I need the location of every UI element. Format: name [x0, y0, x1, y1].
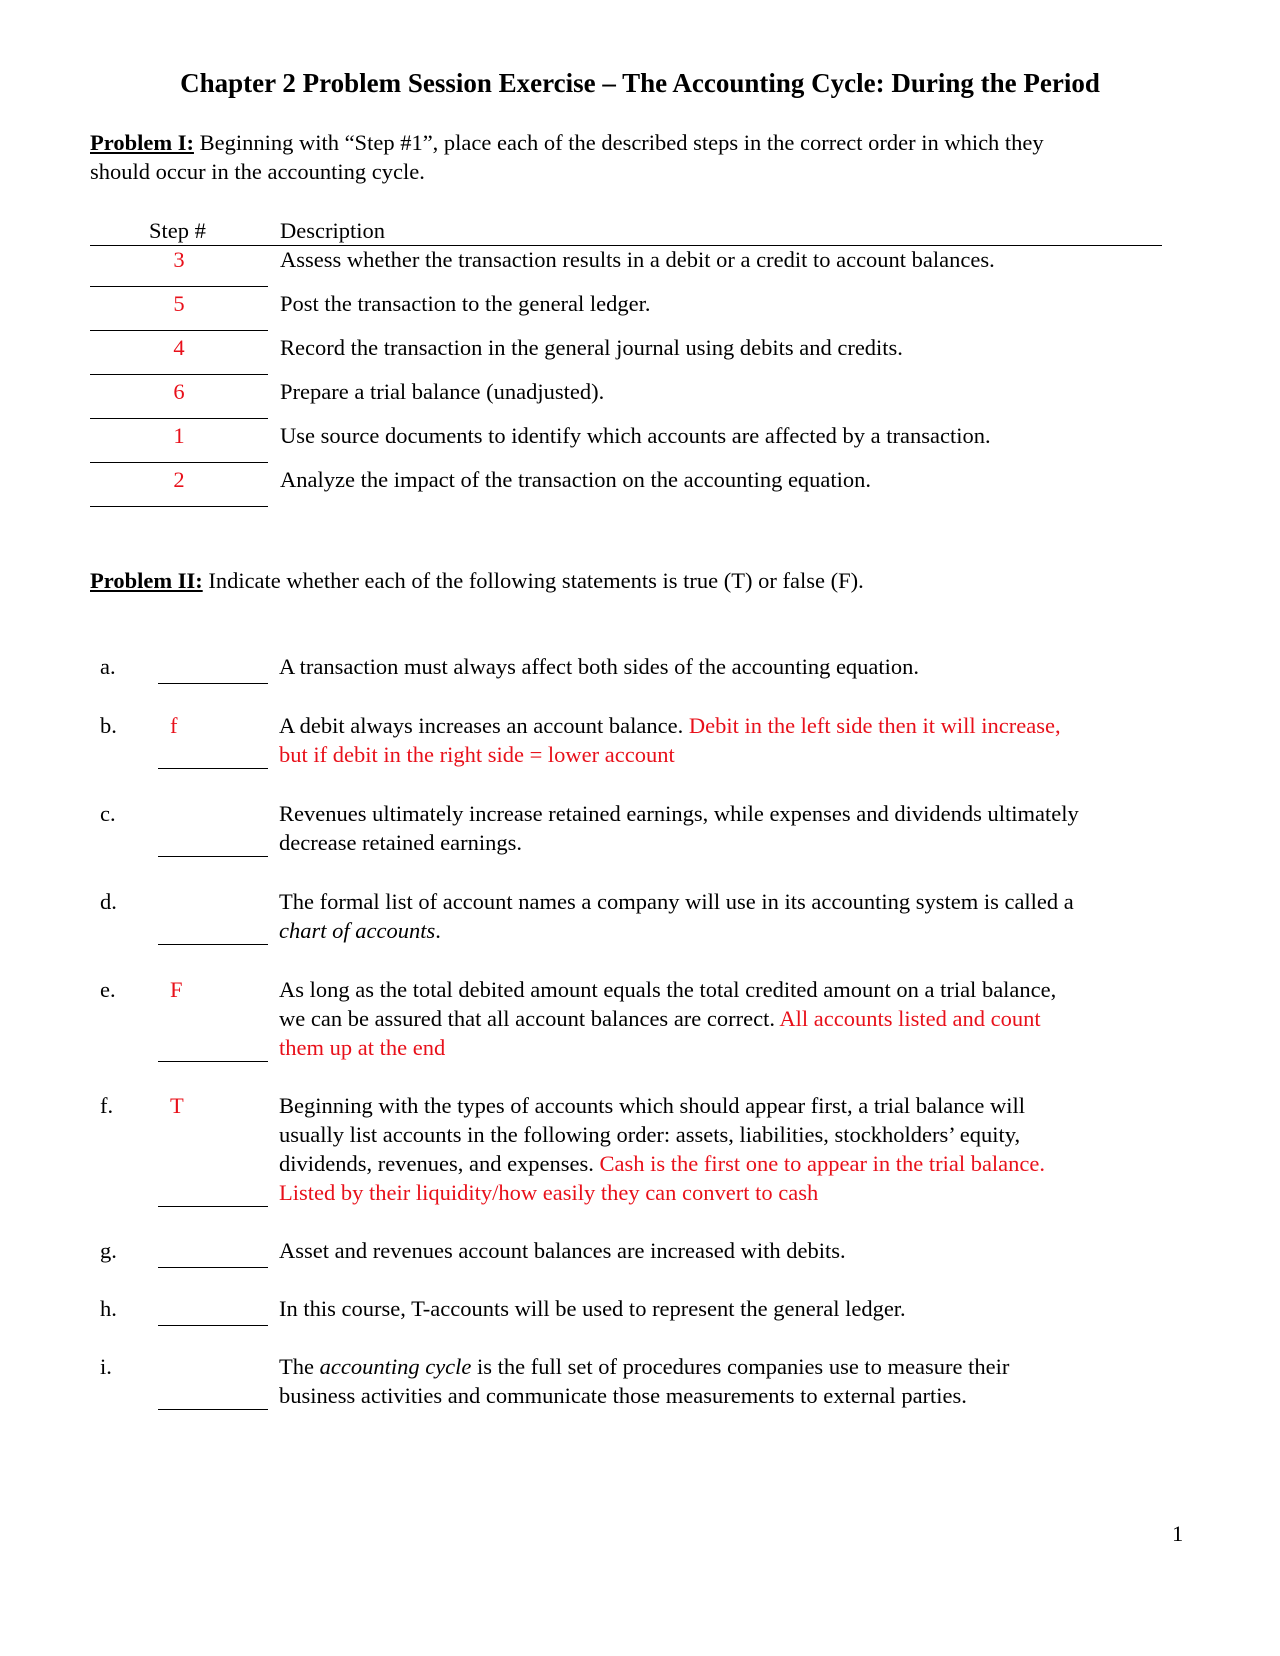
statement	[279, 799, 1179, 857]
statement-line: usually list accounts in the following order: assets, liabilities, stockholders’ equity,	[279, 1122, 1021, 1147]
answer-blank[interactable]	[158, 1266, 268, 1268]
tf-item-i	[0, 1352, 1280, 1410]
item-letter: b.	[100, 713, 117, 738]
step-description: Record the transaction in the general journal using debits and credits.	[280, 335, 903, 360]
tf-item-c	[0, 799, 1280, 857]
answer-blank[interactable]	[158, 1205, 268, 1207]
statement-line: .	[435, 918, 441, 943]
step-row	[90, 377, 1162, 421]
statement	[279, 711, 1179, 769]
step-number: 3	[90, 245, 268, 287]
step-row	[90, 289, 1162, 333]
statement-term: chart of accounts	[279, 918, 436, 943]
page-number: 1	[1172, 1521, 1184, 1546]
annotation-note: All accounts listed and count	[779, 1006, 1041, 1031]
statement-line: Asset and revenues account balances are increased with debits.	[279, 1238, 846, 1263]
step-number: 4	[90, 333, 268, 375]
statement-line: Beginning with the types of accounts which should appear first, a trial balance will	[279, 1093, 1026, 1118]
item-letter: h.	[100, 1296, 117, 1321]
statement-line: In this course, T-accounts will be used to represent the general ledger.	[279, 1296, 906, 1321]
statement	[279, 1294, 1179, 1323]
annotation-note: but if debit in the right side = lower account	[279, 742, 675, 767]
answer-mark: F	[170, 977, 183, 1002]
answer-blank[interactable]	[158, 682, 268, 684]
statement-line: The formal list of account names a company will use in its accounting system is called a	[279, 889, 1074, 914]
item-letter: d.	[100, 889, 117, 914]
problem-2-intro-text: Indicate whether each of the following statements is true (T) or false (F).	[202, 568, 864, 593]
step-description: Use source documents to identify which accounts are affected by a transaction.	[280, 423, 991, 448]
step-column-header: Step #	[149, 218, 206, 243]
tf-item-f	[0, 1091, 1280, 1207]
problem-1-label: Problem I:	[90, 130, 194, 155]
step-number: 2	[90, 465, 268, 507]
annotation-note: Cash is the first one to appear in the trial balance.	[599, 1151, 1046, 1176]
statement-line: business activities and communicate those measurements to external parties.	[279, 1383, 967, 1408]
statement	[279, 1236, 1179, 1265]
annotation-note: them up at the end	[279, 1035, 446, 1060]
annotation-note: Debit in the left side then it will increase,	[688, 713, 1061, 738]
step-number: 5	[90, 289, 268, 331]
problem-2-intro	[90, 566, 1190, 595]
statement-line: The	[279, 1354, 320, 1379]
item-letter: e.	[100, 977, 116, 1002]
statement	[279, 887, 1179, 945]
problem-1-intro	[90, 128, 1190, 186]
item-letter: g.	[100, 1238, 117, 1263]
statement-line: dividends, revenues, and expenses.	[279, 1151, 600, 1176]
statement-line: we can be assured that all account balances are correct.	[279, 1006, 780, 1031]
step-number: 6	[90, 377, 268, 419]
item-letter: c.	[100, 801, 116, 826]
statement-line: is the full set of procedures companies use to measure their	[471, 1354, 1010, 1379]
answer-blank[interactable]	[158, 1408, 268, 1410]
step-row	[90, 465, 1162, 509]
tf-item-h	[0, 1294, 1280, 1326]
statement-term: accounting cycle	[319, 1354, 472, 1379]
answer-mark: T	[170, 1093, 184, 1118]
tf-item-e	[0, 975, 1280, 1062]
step-row	[90, 333, 1162, 377]
statement	[279, 975, 1179, 1062]
statement-line: As long as the total debited amount equals the total credited amount on a trial balance,	[279, 977, 1057, 1002]
annotation-note: Listed by their liquidity/how easily they can convert to cash	[279, 1180, 819, 1205]
tf-item-g	[0, 1236, 1280, 1268]
statement	[279, 652, 1179, 681]
step-row	[90, 421, 1162, 465]
statement-line: decrease retained earnings.	[279, 830, 522, 855]
step-description: Post the transaction to the general ledger.	[280, 291, 651, 316]
step-table-header	[90, 216, 1162, 246]
item-letter: i.	[100, 1354, 112, 1379]
tf-item-d	[0, 887, 1280, 945]
answer-blank[interactable]	[158, 943, 268, 945]
item-letter: a.	[100, 654, 116, 679]
answer-mark: f	[170, 713, 178, 738]
answer-blank[interactable]	[158, 1060, 268, 1062]
statement	[279, 1352, 1179, 1410]
page-title: Chapter 2 Problem Session Exercise – The Accounting Cycle: During the Period	[180, 68, 1100, 98]
problem-2-label: Problem II:	[90, 568, 203, 593]
description-column-header: Description	[280, 218, 385, 243]
item-letter: f.	[100, 1093, 114, 1118]
tf-item-a	[0, 652, 1280, 684]
statement-line: Revenues ultimately increase retained earnings, while expenses and dividends ultimately	[279, 801, 1079, 826]
step-description: Prepare a trial balance (unadjusted).	[280, 379, 605, 404]
tf-item-b	[0, 711, 1280, 769]
problem-1-intro-line2: should occur in the accounting cycle.	[90, 159, 425, 184]
problem-1-intro-line1: Beginning with “Step #1”, place each of the described steps in the correct order in which they	[193, 130, 1044, 155]
statement-line: A debit always increases an account balance.	[279, 713, 689, 738]
step-number: 1	[90, 421, 268, 463]
statement-line: A transaction must always affect both sides of the accounting equation.	[279, 654, 920, 679]
answer-blank[interactable]	[158, 855, 268, 857]
step-row	[90, 245, 1162, 289]
answer-blank[interactable]	[158, 767, 268, 769]
step-description: Assess whether the transaction results in a debit or a credit to account balances.	[280, 247, 995, 272]
step-description: Analyze the impact of the transaction on the accounting equation.	[280, 467, 872, 492]
answer-blank[interactable]	[158, 1324, 268, 1326]
statement	[279, 1091, 1179, 1207]
